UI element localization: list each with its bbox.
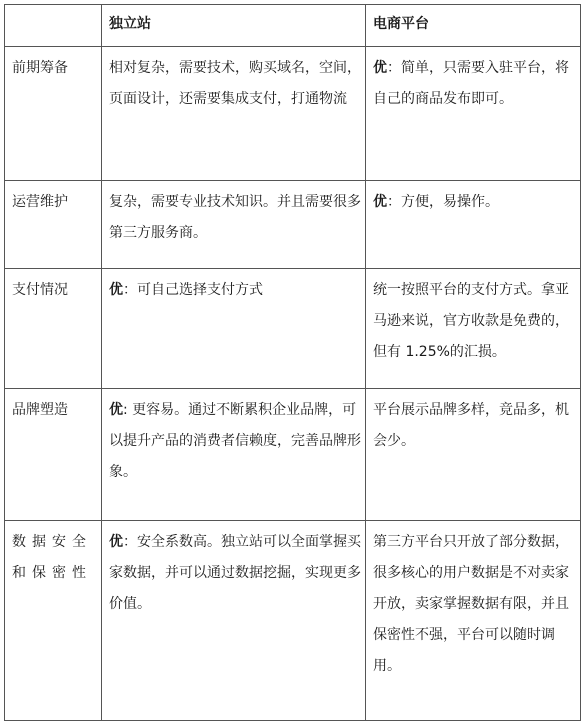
platform-cell (366, 47, 581, 181)
platform-cell (366, 389, 581, 521)
platform-text: 平台展示品牌多样，竞品多，机会少。 (373, 402, 569, 449)
standalone-cell (102, 521, 366, 721)
standalone-text: 相对复杂，需要技术，购买域名，空间，页面设计，还需要集成支付，打通物流 (109, 60, 361, 107)
advantage-label: 优 (109, 282, 123, 298)
advantage-label: 优 (373, 194, 387, 210)
platform-cell (366, 181, 581, 269)
standalone-text: 复杂，需要专业技术知识。并且需要很多第三方服务商。 (109, 194, 361, 241)
advantage-label: 优 (109, 534, 123, 550)
standalone-cell (102, 181, 366, 269)
platform-text: ：简单，只需要入驻平台，将自己的商品发布即可。 (373, 60, 569, 107)
standalone-text: ：可自己选择支付方式 (123, 282, 263, 298)
standalone-text: : 更容易。通过不断累积企业品牌，可以提升产品的消费者信赖度，完善品牌形象。 (109, 402, 361, 480)
advantage-label: 优 (373, 60, 387, 76)
header-standalone: 独立站 (102, 5, 366, 47)
platform-text: 统一按照平台的支付方式。拿亚马逊来说，官方收款是免费的，但有 1.25%的汇损。 (373, 282, 569, 360)
standalone-cell (102, 389, 366, 521)
table-row (5, 181, 581, 269)
advantage-label: 优 (109, 402, 123, 418)
table-row (5, 47, 581, 181)
standalone-text: ：安全系数高。独立站可以全面掌握买家数据，并可以通过数据挖掘，实现更多价值。 (109, 534, 361, 612)
row-label: 前期筹备 (5, 47, 102, 181)
header-row (5, 5, 581, 47)
platform-text: ：方便，易操作。 (387, 194, 499, 210)
platform-cell (366, 269, 581, 389)
header-platform: 电商平台 (366, 5, 581, 47)
table-row (5, 389, 581, 521)
row-label: 运营维护 (5, 181, 102, 269)
header-empty (5, 5, 102, 47)
standalone-cell (102, 269, 366, 389)
row-label: 品牌塑造 (5, 389, 102, 521)
row-label: 数据安全和保密性 (5, 521, 102, 721)
table-row (5, 521, 581, 721)
comparison-table (4, 4, 581, 721)
platform-cell (366, 521, 581, 721)
row-label: 支付情况 (5, 269, 102, 389)
standalone-cell (102, 47, 366, 181)
platform-text: 第三方平台只开放了部分数据，很多核心的用户数据是不对卖家开放，卖家掌握数据有限，并且保密性不强，平台可以随时调用。 (373, 534, 569, 674)
table-row (5, 269, 581, 389)
